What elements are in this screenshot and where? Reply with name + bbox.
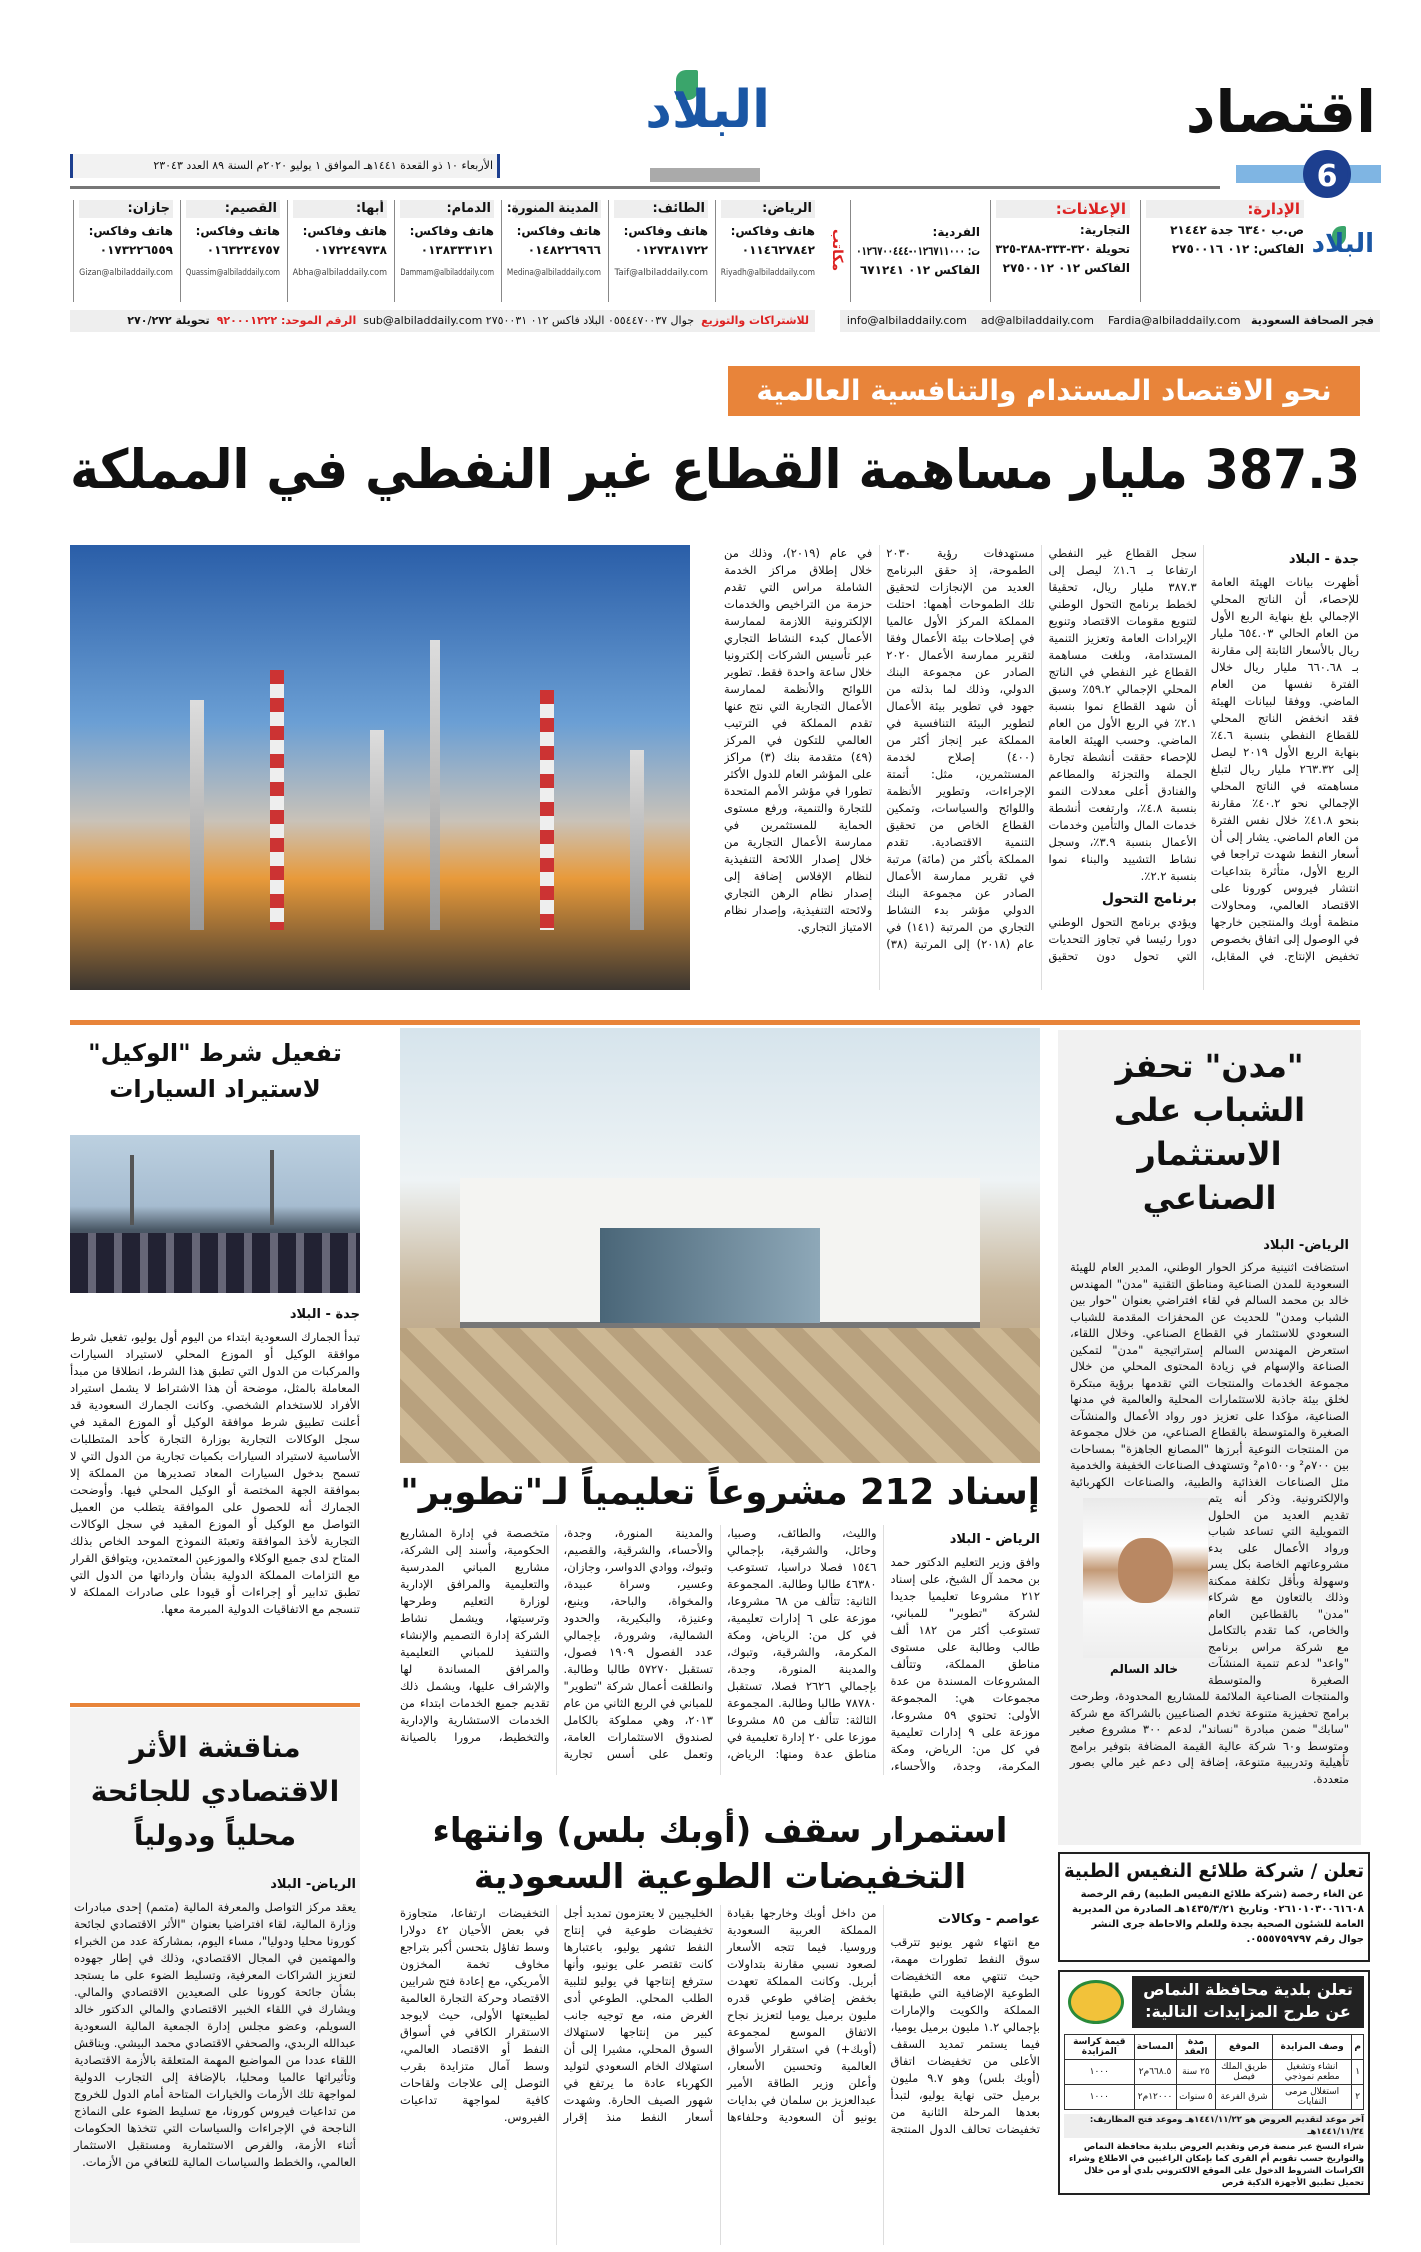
opec-headline: استمرار سقف (أوبك بلس) وانتهاء التخفيضات الطوعية السعودية: [432, 1811, 1008, 1897]
ads-commercial-label: التجارية:: [1079, 223, 1130, 237]
office-email[interactable]: Dammam@albiladdaily.com: [400, 268, 494, 278]
corona-dateline: الرياض- البلاد: [270, 1877, 356, 1892]
office-number: ٠١٦٣٢٣٤٧٥٧: [206, 243, 280, 257]
office-label: هاتف وفاكس:: [195, 224, 280, 238]
auction-cell: ١٠٠٠: [1065, 2060, 1135, 2085]
tatweer-headline: إسناد 212 مشروعاً تعليمياً لـ"تطوير": [400, 1472, 1040, 1513]
corona-article: [70, 1708, 360, 2243]
office-number: ٠١١٤٦٢٧٨٤٢: [741, 243, 815, 257]
auction-deadline: آخر موعد لتقديم العروض هو ١٤٤١/١١/٢٢هـ وموعد فتح المظاريف: ١٤٤١/١١/٢٤هـ: [1064, 2114, 1364, 2138]
tatweer-body: وافق وزير التعليم الدكتور حمد بن محمد آل الشيخ، على إسناد ٢١٢ مشروعا تعليميا جديدا لشركة "تطوير" للمباني، تستوعب أكثر من ١٨٢ ألف طالب وطالبة على مستوى مناطق المملكة، وتتألف المشروعات المسندة من عدة مجموعات هي: المجموعة الأولى: تحتوي ٥٩ مشروعا، موزعة على ٩ إدارات تعليمية في كل من: الرياض، ومكة المكرمة، وجدة، والأحساء، والليث، والطائف، وصبيا، وحائل، والشرقية، بإجمالي ١٥٤٦ فصلا دراسيا، تستوعب ٤٦٣٨٠ طالبا وطالبة. المجموعة الثانية: تتألف من ٦٨ مشروعا، موزعة على ٦ إدارات تعليمية، في كل من: الرياض، ومكة المكرمة، والشرقية، وتبوك، والمدينة المنورة، وجدة، بإجمالي ٢٦٢٦ فصلا، تستقبل ٧٨٧٨٠ طالبا وطالبة. المجموعة الثالثة: تتألف من ٨٥ مشروعا موزعا على ٢٠ إدارة تعليمية في مناطق عدة ومنها: الرياض، والمدينة المنورة، وجدة، والأحساء، والشرقية، والقصيم، وتبوك، ووادي الدواسر، وجازان، وعسير، وسراة عبيدة، والمخواة، والباحة، وينبع، وعنيزة، والبكيرية، والحدود الشمالية، وشرورة، بإجمالي عدد الفصول ١٩٠٩ فصول، تستقبل ٥٧٢٧٠ طالبا وطالبة. وانطلقت أعمال شركة "تطوير" للمباني في الربع الثاني من عام ٢٠١٣، وهي مملوكة بالكامل لصندوق الاستثمارات العامة، وتعمل على أسس تجارية متخصصة في إدارة المشاريع الحكومية، وأسند إلى الشركة، مشاريع المباني المدرسية والتعليمية والمرافق الإدارية لوزارة التعليم وطرحها وترسيتها، ويشمل نشاط الشركة إدارة التصميم والإنشاء والتنفيذ للمباني التعليمية والمرافق المساندة لها والإشراف عليها، ويشمل ذلك تقديم جميع الخدمات ابتداء من الخدمات الاستشارية والإدارية والتخطيط، مرورا بالصيانة: [400, 1526, 1040, 1773]
wakeel-headline: تفعيل شرط "الوكيل" لاستيراد السيارات: [88, 1039, 342, 1103]
contacts-row: [70, 200, 1380, 302]
office-label: هاتف وفاكس:: [302, 224, 387, 238]
office-city: الرياض:: [721, 200, 815, 218]
subscriptions-label: للاشتراكات والتوزيع: [701, 314, 809, 327]
wakeel-dateline: جدة - البلاد: [289, 1307, 360, 1322]
opec-article: [400, 1905, 1040, 2245]
office-5: [180, 200, 285, 302]
auction-cell: استغلال مرمى النفايات: [1272, 2085, 1352, 2110]
admin-title: الإدارة:: [1146, 200, 1304, 218]
admin-email-bar-content: [840, 310, 1374, 332]
madan-dateline: الرياض- البلاد: [1263, 1238, 1349, 1253]
offices-label: مكاتب: [829, 228, 845, 272]
corona-body: يعقد مركز التواصل والمعرفة المالية (متمم) إحدى مبادرات وزارة المالية، لقاء افتراضيا بعنوان "الأثر الاقتصادي لجائحة كورونا محليا ودوليا"، مساء اليوم، بمشاركة عدد من الخبراء والمهتمين في المجال الاقتصادي، وذلك في إطار جهوده لتعزيز الشراكات المعرفية، وتسليط الضوء على ما يستجد بشأن جائحة كورونا على الصعيدين الاقتصادي والمالي. ويشارك في اللقاء الخبير الاقتصادي والمالي الدكتور خالد السويلم، وعضو مجلس إدارة الجمعية المالية السعودية عبدالله الربدي، والصحفي الاقتصادي محمد البيشي. ويناقش اللقاء عددا من المواضيع المهمة المتعلقة بالأزمة الاقتصادية وتأثيراتها عالميا ومحليا، بالإضافة إلى التجارب الدولية لمواجهة تلك الأزمات والخيارات المتاحة أمام الدول للخروج من تداعيات فيروس كورونا، مع تسليط الضوء على النماذج الناجحة في الإجراءات والسياسات التي تتخذها الحكومات أثناء الأزمة، والفرص الاستثمارية ومستقبل الاستثمار العالمي، والخطط والسياسات المالية للتعافي من الأزمات.: [74, 1900, 356, 2169]
office-number: ٠١٧٢٢٤٩٧٣٨: [313, 243, 387, 257]
office-city: الطائف:: [614, 200, 708, 218]
auction-col-header: المساحة: [1134, 2035, 1176, 2060]
lead-dateline: جدة - البلاد: [1288, 552, 1359, 567]
office-email[interactable]: Medina@albiladdaily.com: [506, 268, 601, 278]
namas-ad: [1058, 1970, 1370, 2195]
individual-contact: [850, 200, 985, 302]
small-logo: [1312, 226, 1374, 281]
tatweer-article: [400, 1525, 1040, 1775]
ads-fax: الفاكس ٠١٢ ٢٧٥٠٠١٢: [1002, 261, 1130, 275]
corona-headline: مناقشة الأثر الاقتصادي للجائحة محلياً ودولياً: [90, 1731, 340, 1852]
corona-divider: [70, 1703, 360, 1707]
ads-email[interactable]: ad@albiladdaily.com: [980, 314, 1094, 327]
admin-email[interactable]: info@albiladdaily.com: [846, 314, 967, 327]
tatweer-dateline: الرياض - البلاد: [949, 1532, 1040, 1547]
office-email[interactable]: Taif@albiladdaily.com: [614, 268, 708, 278]
lead-headline: 387.3 مليار مساهمة القطاع غير النفطي في المملكة: [70, 438, 1360, 501]
auction-notes: [1064, 2114, 1364, 2189]
auction-row: [1065, 2085, 1364, 2110]
auction-cell: ١٠٠٠: [1065, 2085, 1135, 2110]
admin-po-box: ص.ب ٦٣٤٠ جدة ٢١٤٤٢: [1170, 223, 1304, 237]
section-banner: [728, 366, 1360, 416]
page-number: 6: [1303, 150, 1351, 198]
small-logo-text: البلاد: [1311, 229, 1374, 259]
car-port-photo: [70, 1135, 360, 1293]
office-city: الدمام:: [400, 200, 494, 218]
header-divider: [70, 186, 1220, 189]
auction-cell: ٢٥ سنة: [1176, 2060, 1216, 2085]
office-2: [501, 200, 606, 302]
auction-col-header: م: [1352, 2035, 1364, 2060]
subscriptions-bar: [70, 310, 815, 332]
nafees-ad-title: تعلن / شركة طلائع النفيس الطبية: [1063, 1860, 1364, 1882]
namas-ad-title: تعلن بلدية محافظة النماص عن طرح المزايدات التالية:: [1132, 1976, 1364, 2028]
school-building-photo: [400, 1028, 1040, 1463]
lead-subhead: برنامج التحول: [1101, 891, 1197, 907]
section-banner-text: نحو الاقتصاد المستدام والتنافسية العالمية: [756, 374, 1332, 407]
office-4: [287, 200, 392, 302]
namas-ad-header: [1064, 1976, 1364, 2032]
wakeel-article: [70, 1300, 360, 1695]
auction-col-header: قيمة كراسة المزايدة: [1065, 2035, 1135, 2060]
office-city: جازان:: [79, 200, 173, 218]
opec-body: مع انتهاء شهر يونيو تترقب سوق النفط تطورات مهمة، حيث تنتهي معه التخفيضات الطوعية الإضافية التي طبقتها المملكة والكويت والإمارات بإجمالي ١.٢ مليون برميل يوميا، فيما يستمر تمديد السقف الأعلى من تخفيضات اتفاق (أوبك بلس) وهو ٩.٧ مليون برميل حتى نهاية يوليو، لتبدأ بعدها المرحلة الثانية من تخفيضات تحالف الدول المنتجة من داخل أوبك وخارجها بقيادة المملكة العربية السعودية وروسيا. فيما تتجه الأسعار لصعود نسبي مقارنة بتداولات أبريل. وكانت المملكة تعهدت بخفض إضافي طوعي قدره مليون برميل يوميا لتعزيز نجاح الاتفاق الموسع لمجموعة (أوبك+) في استقرار الأسواق العالمية وتحسين الأسعار، وأعلن وزير الطاقة الأمير عبدالعزيز بن سلمان في بدايات يونيو أن السعودية وحلفاءها الخليجيين لا يعتزمون تمديد أجل تخفيضات طوعية في إنتاج النفط تشهر يوليو، باعتبارها كانت تقتصر على يونيو، وأنها سترفع إنتاجها في يوليو لتلبية الطلب المحلي. الطوعي أدى الغرض منه، مع توجيه جانب كبير من إنتاجها لاستهلاك السوق المحلي، مشيرا إلى أن استهلاك الخام السعودي لتوليد الكهرباء عادة ما يرتفع في شهور الصيف الحارة. وشهدت أسعار النفط منذ إقرار التخفيضات ارتفاعا، متجاوزة في بعض الأحيان ٤٢ دولارا وسط تفاؤل بتحسن أكبر بتراجع مخاوف تخمة المخزون الأمريكي، مع إعادة فتح شرايين الاقتصاد وحركة التجارة العالمية لطبيعتها الأولى، حيث لايوجد الاستقرار الكافي في أسواق النفط أو الاقتصاد العالمي، وسط آمال متزايدة بقرب التوصل إلى علاجات ولقاحات كافية لمواجهة تداعيات الفيروس.: [400, 1906, 1040, 2136]
office-label: هاتف وفاكس:: [623, 224, 708, 238]
individual-email[interactable]: Fardia@albiladdaily.com: [1107, 314, 1241, 327]
lead-body-2: ويؤدي برنامج التحول الوطني دورا رئيسا في تجاوز التحديات التي تحول دون تحقيق مستهدفات رؤية ٢٠٣٠ الطموحة، إذ حقق البرنامج العديد من الإنجازات لتحقيق تلك الطموحات أهمها: احتلت المملكة المركز الأول عالميا في إصلاحات بيئة الأعمال وفقا لتقرير ممارسة الأعمال ٢٠٢٠ الصادر عن مجموعة البنك الدولي، وذلك لما بذلته من جهود في تطوير بيئة الأعمال لتطوير البيئة التنافسية في المملكة عبر إنجاز أكثر من (٤٠٠) إصلاح لخدمة المستثمرين، مثل: أتمتة الإجراءات، وتطوير الأنظمة واللوائح والسياسات، وتمكين القطاع الخاص من تحقيق التنمية الاقتصادية. تقدم المملكة بأكثر من (مائة) مرتبة في تقرير ممارسة الأعمال الصادر عن مجموعة البنك الدولي مؤشر بدء النشاط التجاري من المرتبة (١٤١) في عام (٢٠١٨) إلى المرتبة (٣٨) في عام (٢٠١٩)، وذلك من خلال إطلاق مراكز الخدمة الشاملة مراس التي تقدم حزمة من التراخيص والخدمات الإلكترونية اللازمة لممارسة الأعمال كبدء النشاط التجاري عبر تأسيس الشركات إلكترونيا خلال ساعة واحدة فقط. تطوير اللوائح والأنظمة لممارسة الأعمال التجارية التي نتج عنها تقدم المملكة في الترتيب العالمي للتكون في المركز (٤٩) متقدمة بنك (٣) مراكز على المؤشر العام للدول الأكثر تطورا في مؤشر الأمم المتحدة للتجارة والتنمية، ورفع مستوى الحماية للمستثمرين في ممارسة الأعمال التجارية من خلال إصدار اللائحة التنفيذية لنظام الإفلاس إضافة إلى إصدار نظام الرهن التجاري ولائحته التنفيذية، وإصدار نظام الامتياز التجاري.: [724, 546, 1197, 963]
unified-extension: تحويلة ٢٧٠/٢٧٢: [127, 314, 210, 327]
office-email[interactable]: Gizan@albiladdaily.com: [79, 268, 173, 278]
office-6: [73, 200, 178, 302]
office-number: ٠١٢٧٣٨١٧٢٢: [634, 243, 708, 257]
office-0: [715, 200, 820, 302]
auction-cell: شرق الفرعة: [1216, 2085, 1273, 2110]
auction-cell: طريق الملك فيصل: [1216, 2060, 1273, 2085]
auction-table: [1064, 2034, 1364, 2110]
office-email[interactable]: Riyadh@albiladdaily.com: [720, 268, 815, 278]
auction-cell: ٥ سنوات: [1176, 2085, 1216, 2110]
auction-col-header: وصف المزايدة: [1272, 2035, 1352, 2060]
individual-number: ت: ٠١٢٦٧١١٠٠٠-٠١٢٦٧٠٠٤٤٤: [856, 244, 980, 258]
subscriptions-text: جوال ٠٥٥٤٤٧٠٠٣٧ البلاد فاكس ٠١٢ ٢٧٥٠٠٣١ sub@albiladdaily.com: [363, 314, 695, 327]
auction-row: [1065, 2060, 1364, 2085]
individual-fax: الفاكس ٠١٢ ٦٧١٢٤١: [859, 263, 980, 277]
municipality-seal-icon: [1068, 1980, 1124, 2024]
lead-headline-box: [70, 430, 1360, 510]
khalid-alsalem-photo: [1083, 1498, 1208, 1658]
admin-contact: [1140, 200, 1380, 302]
office-email[interactable]: Abha@albiladdaily.com: [292, 268, 387, 278]
tatweer-headline-box: [400, 1470, 1040, 1520]
lead-article: [724, 545, 1359, 990]
auction-note: شراء النسخ عبر منصة فرص وتقديم العروض ببلدية محافظة النماص والتواريخ حسب تقويم أم القرى كما بإمكان الراغبين في الاطلاع وشراء الكراسات الشروط الدخول على الموقع الالكتروني بلدي أو من خلال تحميل تطبيق الأجهزة الذكية فرص: [1068, 2142, 1364, 2188]
auction-col-header: الموقع: [1216, 2035, 1273, 2060]
nafees-ad: [1058, 1852, 1370, 1962]
office-3: [394, 200, 499, 302]
nafees-ad-body: عن الغاء رخصة (شركة طلائع النفيس الطبية) رقم الرخصة ٠٢٦١٠١٠٣٠٠٦١٦٠٨ وتاريخ ١٤٣٥/٣/٢١هـ الصادرة من المديرية العامة للشئون الصحية بجدة وللعلم والاحاطة جرى النشر جوال رقم ٠٥٥٥٧٥٩٧٩٧.: [1071, 1889, 1364, 1945]
office-label: هاتف وفاكس:: [516, 224, 601, 238]
wakeel-body: تبدأ الجمارك السعودية ابتداء من اليوم أول يوليو، تفعيل شرط موافقة الوكيل أو الموزع المحلي لاستيراد السيارات والمركبات من الدول التي تطبق هذا الشرط، انطلاقا من مبدأ المعاملة بالمثل، موضحة أن هذا الاشتراط لا يشمل استيراد الأفراد للاستخدام الشخصي. وكانت الجمارك السعودية قد أعلنت تطبيق شرط موافقة الوكيل أو الموزع المقيد في سجل الوكالات التجارية بوزارة التجارة كأحد المتطلبات الأساسية لاستيراد السيارات بكميات تجارية من الدول التي لا تسمح بدخول السيارات المعاد تصديرها من المملكة إلا بموافقة الجهة المختصة أو الوكيل المحلي فيها. وأوضحت الجمارك أنه للحصول على الموافقة يتطلب من العميل التواصل مع الوكيل أو الموزع المقيد في سجل الوكالات التجارية لأخذ الموافقة وتعبئة النموذج الموحد الخاص بذلك المتاح لدى جميع الوكلاء والموزعين المعتمدين، ويتوافق القرار مع التزامات المملكة الدولية بشأن وارداتها من الدول التي تطبق تدابير أو إجراءات أو قيودا على صادرات المملكة لا تنسجم مع الاتفاقيات الدولية المبرمة معها.: [70, 1330, 360, 1616]
opec-dateline: عواصم - وكالات: [938, 1912, 1040, 1927]
section-title: اقتصاد: [1185, 78, 1376, 146]
admin-fax: الفاكس: ٠١٢ ٢٧٥٠٠١٦: [1171, 242, 1304, 256]
auction-header-row: [1065, 2035, 1364, 2060]
madan-headline: "مدن" تحفز الشباب على الاستثمار الصناعي: [1113, 1047, 1306, 1217]
auction-cell: ١٢٠٠٠م٢: [1134, 2085, 1176, 2110]
ads-commercial-number: تحويلة ٣٢٠-٣٣٣-٣٨٨-٣٢٥: [995, 242, 1130, 256]
section-divider: [70, 1020, 1360, 1025]
office-city: المدينة المنورة:: [515, 200, 601, 218]
newspaper-logo[interactable]: [640, 70, 770, 150]
madan-article: [1058, 1030, 1361, 1845]
office-number: ٠١٧٣٢٢٦٥٥٩: [99, 243, 173, 257]
oil-refinery-photo: [70, 545, 690, 990]
office-city: أبها:: [293, 200, 387, 218]
unified-number: الرقم الموحد: ٩٢٠٠٠١٢٢٢: [216, 314, 357, 327]
madan-body: [1070, 1259, 1349, 1787]
office-1: [608, 200, 713, 302]
subscriptions-bar-content: [70, 310, 809, 332]
auction-cell: انشاء وتشغيل مطعم نموذجي: [1272, 2060, 1352, 2085]
office-number: ٠١٤٨٢٢٦٩٦٦: [527, 243, 601, 257]
office-city: القصيم:: [186, 200, 280, 218]
logo-text: البلاد: [645, 80, 770, 140]
photo-block: [1080, 1498, 1208, 1678]
issue-date: الأربعاء ١٠ ذو القعدة ١٤٤١هـ الموافق ١ يوليو ٢٠٢٠م السنة ٨٩ العدد ٢٣٠٤٣: [153, 159, 493, 172]
auction-col-header: مدة العقد: [1176, 2035, 1216, 2060]
auction-cell: ١: [1352, 2060, 1364, 2085]
photo-caption: خالد السالم: [1109, 1662, 1179, 1676]
office-email[interactable]: Quassim@albiladdaily.com: [185, 268, 280, 278]
office-label: هاتف وفاكس:: [730, 224, 815, 238]
auction-cell: ٦٦٨.٥م٢: [1134, 2060, 1176, 2085]
issue-date-box: [70, 154, 500, 178]
office-label: هاتف وفاكس:: [88, 224, 173, 238]
ads-title: الإعلانات:: [996, 200, 1130, 218]
madan-body-text: استضافت اثنينية مركز الحوار الوطني، المدير العام للهيئة السعودية للمدن الصناعية ومناطق التقنية "مدن" المهندس خالد بن محمد السالم في لقاء افتراضي بعنوان "حوار بين الشباب ومدن" للحديث عن المحفزات المقدمة للشباب السعودي للاستثمار في القطاع الصناعي. وخلال اللقاء، استعرض المهندس السالم إستراتيجية "مدن" لتمكين الصناعة والإسهام في زيادة المحتوى المحلي من خلال مجموعة الخدمات والمنتجات التي تقدمها برؤية مبتكرة لخلق بيئة جاذبة للاستثمارات المحلية والعالمية في مدنها الصناعية، مؤكدا على تعزيز دور رواد الأعمال والمنشآت الصغيرة والمتوسطة بالقطاع الصناعي، من خلال مجموعة من المنتجات النوعية أبرزها "المصانع الجاهزة" بمساحات بين ٧٠٠م² و١٥٠٠م² وتستهدف الصناعات الخفيفة والخدمية مثل الصناعات الغذائية والطبية، والصناعات الكهربائية والإلكترونية. وذكر أنه يتم تقديم العديد من الحلول التمويلية التي تساعد شباب ورواد الأعمال على بدء مشروعاتهم الخاصة بكل يسر وسهولة وبأقل تكلفة ممكنة وذلك بالتعاون مع شركاء "مدن" بالقطاعين العام والخاص، كما تقدم بالتكامل مع شركة مراس برنامج "واعد" لدعم تنمية المنشآت الصغيرة والمتوسطة والمنتجات الصناعية الملائمة للمشاريع المحدودة، وطرحت برامج تحفيزية متنوعة تخدم الصناعيين بالشراكة مع شركة "سابك" ضمن مبادرة "نساند"، لدعم ٣٠٠ مشروع صغير ومتوسط و٦٠ شركة عالية القيمة المضافة بتوفير برامج تأهيلية وتدريبية متنوعة، إضافة إلى دعم غير مالي بصور متعددة.: [1070, 1260, 1350, 1786]
ads-contact: [990, 200, 1135, 302]
tagline: فجر الصحافة السعودية: [1251, 314, 1374, 327]
lead-body: أظهرت بيانات الهيئة العامة للإحصاء، أن الناتج المحلي الإجمالي بلغ بنهاية الربع الأول من العام الحالي ٦٥٤.٠٣ مليار ريال بالأسعار الثابتة إلى مقارنة بـ ٦٦٠.٦٨ مليار ريال خلال الفترة نفسها من العام الماضي. ووفقا لبيانات الهيئة فقد انخفض الناتج المحلي للقطاع النفطي بنسبة ٤.٦٪ بنهاية الربع الأول ٢٠١٩ ليصل إلى ٢٦٣.٣٢ مليار ريال لتبلغ مساهمته في الناتج المحلي الإجمالي نحو ٤٠.٢٪ مقارنة بنحو ٤١.٨٪ خلال نفس الفترة من العام الماضي. يشار إلى أن أسعار النفط شهدت تراجعا في الربع الأول، متأثرة بتداعيات انتشار فيروس كورونا على الاقتصاد العالمي، ومحاولات منظمة أوبك والمنتجين خارجها في الوصول إلى اتفاق بخصوص تخفيض الإنتاج. في المقابل، سجل القطاع غير النفطي ارتفاعا بـ ١.٦٪ ليصل إلى ٣٨٧.٣ مليار ريال، تحقيقا لخطط برنامج التحول الوطني لتنويع مقومات الاقتصاد وتنويع الإيرادات العامة وتعزيز التنمية المستدامة، وبلغت مساهمة القطاع غير النفطي في الناتج المحلي الإجمالي ٥٩.٢٪ وسبق أن شهد القطاع نموا بنسبة ٢.١٪ في الربع الأول من العام الماضي. وحسب الهيئة العامة للإحصاء حققت أنشطة تجارة الجملة والتجزئة والمطاعم والفنادق أعلى معدلات النمو بنسبة ٤.٨٪، وارتفعت أنشطة خدمات المال والتأمين وخدمات الأعمال بنسبة ٣.٩٪، وسجل نشاط التشييد والبناء نموا بنسبة ٢.٢٪.: [1048, 546, 1359, 963]
header-gray-block: [650, 168, 760, 182]
office-label: هاتف وفاكس:: [409, 224, 494, 238]
auction-cell: ٢: [1352, 2085, 1364, 2110]
admin-email-bar: [840, 310, 1380, 332]
individual-title: الفردية:: [932, 225, 980, 239]
office-number: ٠١٣٨٣٣٣١٢١: [420, 243, 494, 257]
